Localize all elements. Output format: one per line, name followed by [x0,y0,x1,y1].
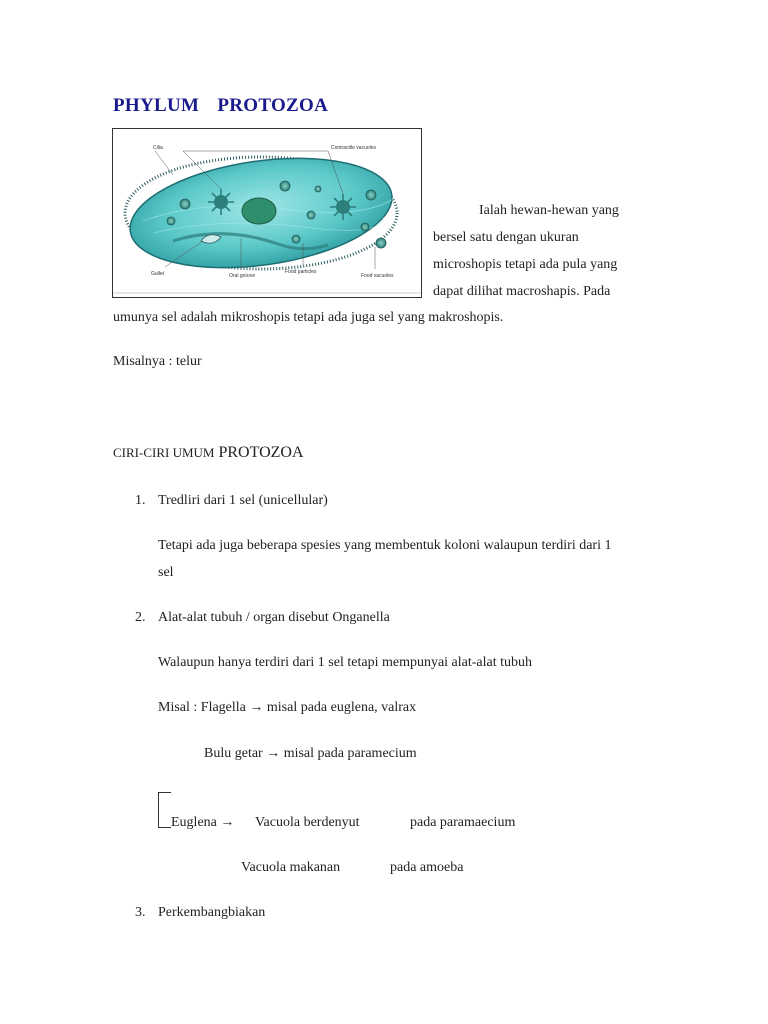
list-item-2-text: Alat-alat tubuh / organ disebut Onganella [158,610,390,625]
list-item-1-sub-b: sel [158,565,174,580]
label-contractile-vacuoles: Contractile vacuoles [331,145,377,151]
intro-line-3: microshopis tetapi ada pula yang [433,257,618,272]
label-oral-groove: Oral groove [229,273,256,279]
section-heading-prefix: CIRI-CIRI UMUM [113,445,215,460]
list-item-3-text: Perkembangbiakan [158,905,266,920]
row2-vacuola: Vacuola makanan [241,860,341,875]
placeholder-box-icon [158,792,171,828]
intro-line-5: umunya sel adalah mikroshopis tetapi ada juga sel yang makroshopis. [113,310,504,325]
list-item-2-sub: Walaupun hanya terdiri dari 1 sel tetapi mempunyai alat-alat tubuh [158,655,533,670]
list-item-2-misal-1: Misal : Flagella → misal pada euglena, valrax [158,700,417,715]
page-title: PHYLUM PROTOZOA [113,95,329,116]
list-number-1: 1. [135,493,146,508]
paramecium-illustration [113,129,421,297]
paramecium-figure [112,128,422,298]
label-gullet: Gullet [151,271,165,277]
intro-line-2: bersel satu dengan ukuran [433,230,579,245]
list-item-1-text: Tredliri dari 1 sel (unicellular) [158,493,328,508]
row1-euglena: Euglena → [171,815,235,830]
row1-vacuola: Vacuola berdenyut [255,815,360,830]
label-food-vacuoles: Food vacuoles [361,273,394,279]
list-number-3: 3. [135,905,146,920]
row2-location: pada amoeba [390,860,464,875]
intro-line-1: Ialah hewan-hewan yang [479,203,619,218]
section-heading [113,444,304,462]
example-text: Misalnya : telur [113,354,202,369]
section-heading-suffix: PROTOZOA [218,444,304,461]
list-item-2-misal-2: Bulu getar → misal pada paramecium [204,746,417,761]
row1-location: pada paramaecium [410,815,516,830]
list-number-2: 2. [135,610,146,625]
list-item-1-sub-a: Tetapi ada juga beberapa spesies yang membentuk koloni walaupun terdiri dari 1 [158,538,612,553]
label-cilia: Cilia [153,145,163,151]
macronucleus [242,198,276,224]
label-food-particles: Food particles [285,269,317,275]
intro-line-4: dapat dilihat macroshapis. Pada [433,284,611,299]
